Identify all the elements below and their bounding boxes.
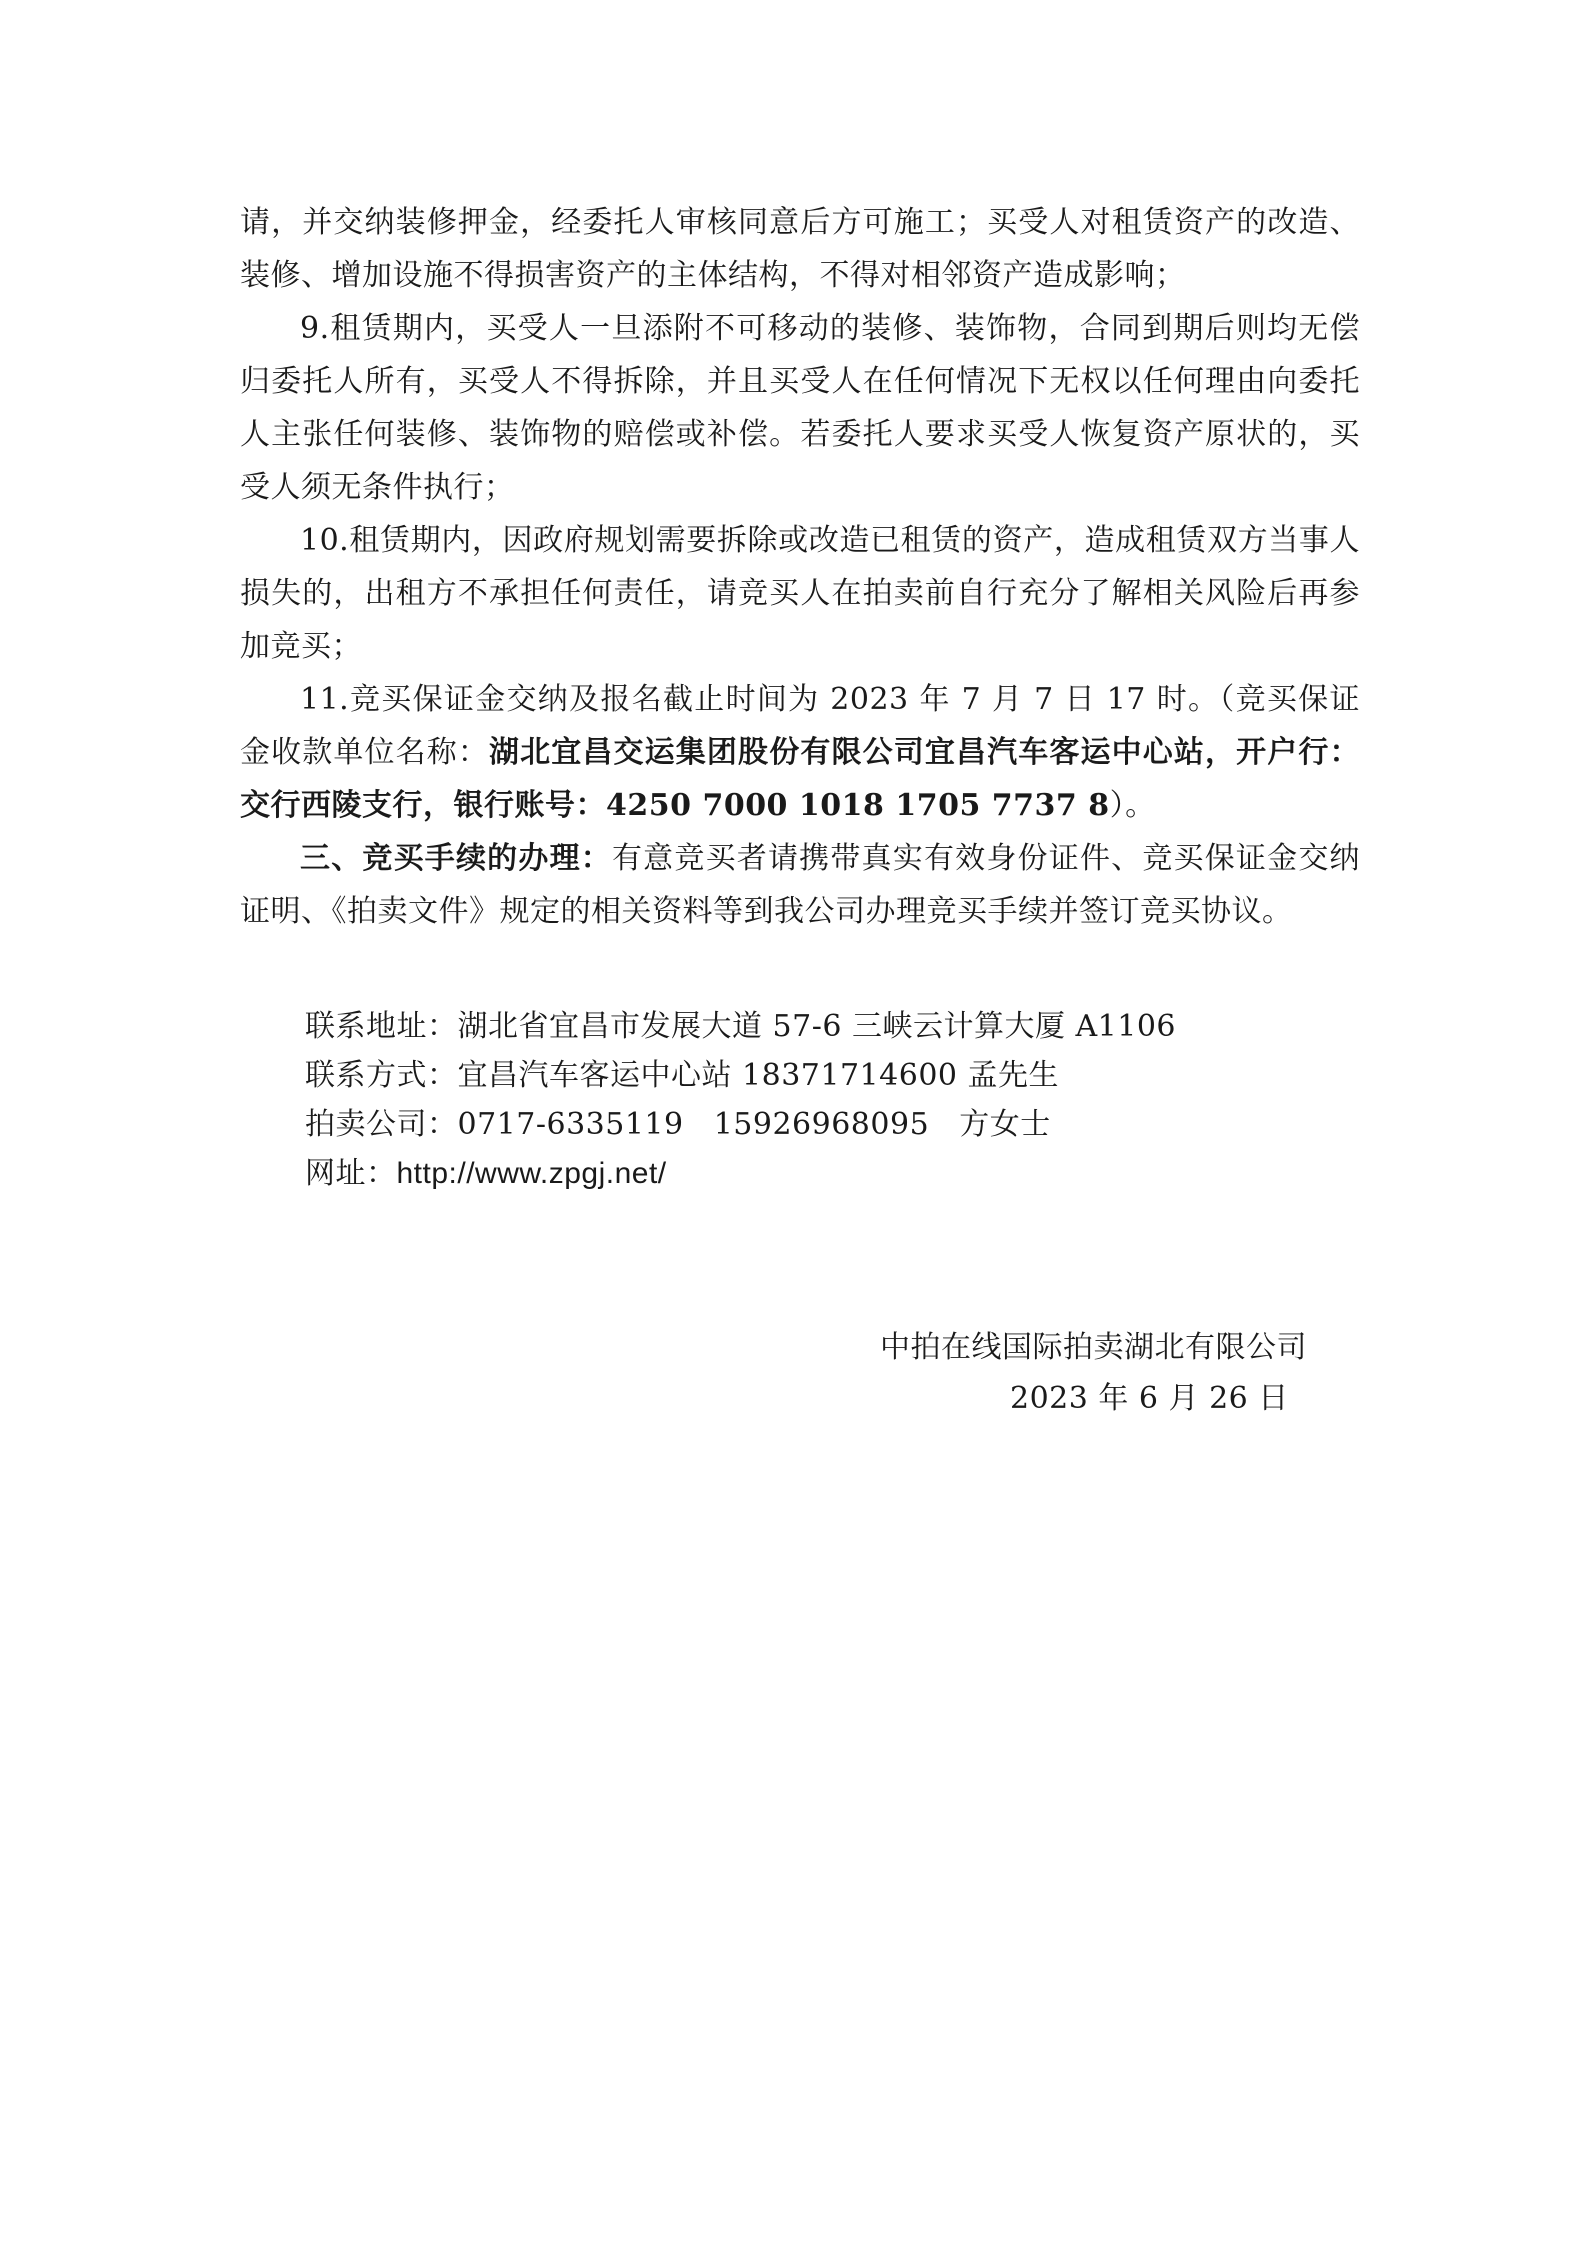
section-3-text: 有意竞买者请携带真实有效身份证件、竞买保证金交纳证明、《拍卖文件》规定的相关资料等到我公司办理竞买手续并签订竞买协议。 (240, 841, 1361, 929)
website-link[interactable]: http://www.zpgj.net/ (396, 1157, 667, 1190)
paragraph-item-11 (240, 673, 1360, 832)
contact-phone: 联系方式：宜昌汽车客运中心站 18371714600 孟先生 (305, 1058, 1060, 1093)
section-3-heading: 三、竞买手续的办理： (300, 841, 612, 876)
bank-account-details: 湖北宜昌交运集团股份有限公司宜昌汽车客运中心站，开户行：交行西陵支行，银行账号：4250 7000 1018 1705 7737 8 (240, 735, 1361, 823)
paragraph-section-3 (240, 832, 1360, 938)
signature-block (880, 1322, 1340, 1424)
signature-date: 2023 年 6 月 26 日 (1010, 1381, 1289, 1416)
paragraph-item-10: 10.租赁期内，因政府规划需要拆除或改造已租赁的资产，造成租赁双方当事人损失的，出租方不承担任何责任，请竞买人在拍卖前自行充分了解相关风险后再参加竞买； (240, 523, 1360, 664)
paragraph-item-9: 9.租赁期内，买受人一旦添附不可移动的装修、装饰物，合同到期后则均无偿归委托人所有，买受人不得拆除，并且买受人在任何情况下无权以任何理由向委托人主张任何装修、装饰物的赔偿或补偿。若委托人要求买受人恢复资产原状的，买受人须无条件执行； (240, 311, 1360, 505)
announcement-body (240, 196, 1360, 938)
contact-block (305, 1002, 1176, 1198)
website-label: 网址： (305, 1156, 397, 1191)
contact-address: 联系地址：湖北省宜昌市发展大道 57-6 三峡云计算大厦 A1106 (305, 1009, 1177, 1044)
paragraph-renovation-approval: 请，并交纳装修押金，经委托人审核同意后方可施工；买受人对租赁资产的改造、装修、增加设施不得损害资产的主体结构，不得对相邻资产造成影响； (240, 205, 1360, 293)
deposit-deadline-text: 11.竞买保证金交纳及报名截止时间为 2023 年 7 月 7 日 17 时。（竞买保证金收款单位名称： (240, 682, 1360, 770)
signature-company: 中拍在线国际拍卖湖北有限公司 (880, 1330, 1307, 1365)
contact-website (305, 1149, 1176, 1198)
deposit-closing-paren: ）。 (1109, 788, 1156, 823)
contact-auction-company: 拍卖公司：0717-6335119 15926968095 方女士 (305, 1107, 1051, 1142)
